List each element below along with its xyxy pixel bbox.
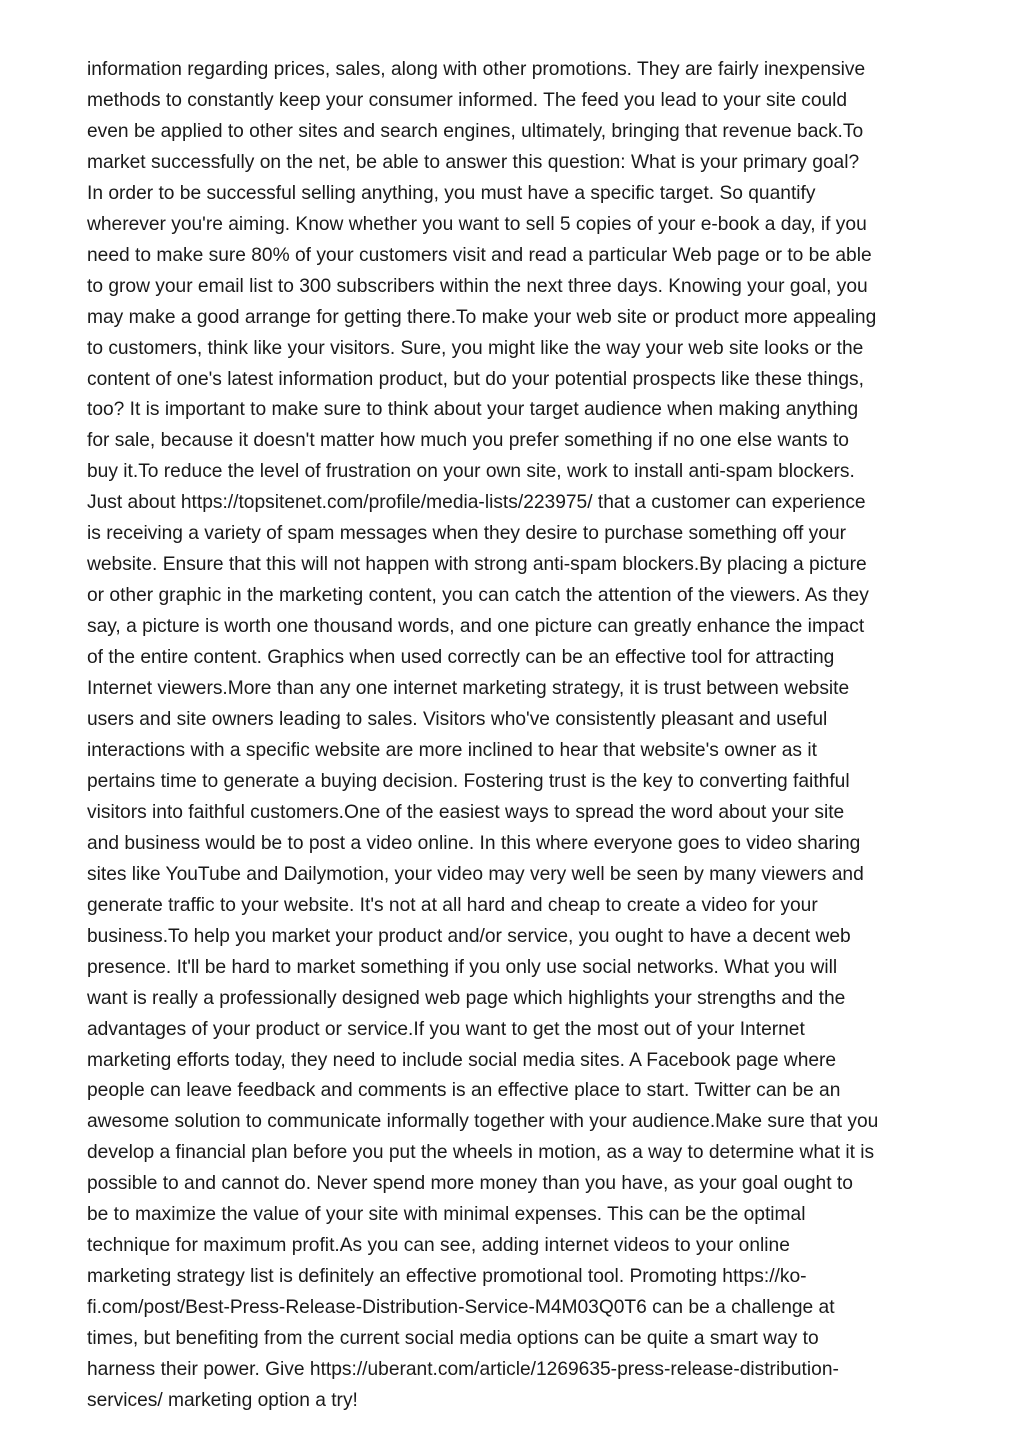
- text-line: develop a financial plan before you put the wheels in motion, as a way to determine what it is: [87, 1142, 875, 1164]
- text-line: wherever you're aiming. Know whether you want to sell 5 copies of your e-book a day, if you: [87, 213, 867, 235]
- text-line: and business would be to post a video online. In this where everyone goes to video sharing: [87, 832, 861, 854]
- text-line: be to maximize the value of your site with minimal expenses. This can be the optimal: [87, 1204, 806, 1226]
- text-line: In order to be successful selling anything, you must have a specific target. So quantify: [87, 182, 816, 204]
- text-line: interactions with a specific website are more inclined to hear that website's owner as it: [87, 739, 817, 761]
- text-line: services/ marketing option a try!: [87, 1389, 358, 1411]
- text-line: marketing efforts today, they need to include social media sites. A Facebook page where: [87, 1049, 837, 1071]
- text-line: content of one's latest information product, but do your potential prospects like these things,: [87, 368, 864, 390]
- text-line: may make a good arrange for getting there.To make your web site or product more appealing: [87, 306, 877, 328]
- text-line: need to make sure 80% of your customers visit and read a particular Web page or to be able: [87, 244, 872, 266]
- text-line: awesome solution to communicate informally together with your audience.Make sure that you: [87, 1111, 879, 1133]
- text-line: to customers, think like your visitors. Sure, you might like the way your web site looks or the: [87, 337, 864, 359]
- text-line: pertains time to generate a buying decision. Fostering trust is the key to converting faithful: [87, 770, 850, 792]
- text-line: for sale, because it doesn't matter how much you prefer something if no one else wants to: [87, 430, 849, 452]
- text-line: want is really a professionally designed web page which highlights your strengths and the: [87, 987, 846, 1009]
- text-line: marketing strategy list is definitely an effective promotional tool. Promoting https://ko-: [87, 1266, 807, 1288]
- text-line: is receiving a variety of spam messages when they desire to purchase something off your: [87, 523, 847, 545]
- text-line: or other graphic in the marketing content, you can catch the attention of the viewers. As they: [87, 585, 869, 607]
- text-line: website. Ensure that this will not happen with strong anti-spam blockers.By placing a picture: [87, 554, 867, 576]
- text-line: possible to and cannot do. Never spend more money than you have, as your goal ought to: [87, 1173, 853, 1195]
- text-line: presence. It'll be hard to market something if you only use social networks. What you will: [87, 956, 838, 978]
- document-body: [87, 55, 947, 1417]
- text-line: users and site owners leading to sales. Visitors who've consistently pleasant and useful: [87, 709, 828, 731]
- text-line: people can leave feedback and comments is an effective place to start. Twitter can be an: [87, 1080, 841, 1102]
- text-line: Internet viewers.More than any one internet marketing strategy, it is trust between website: [87, 678, 850, 700]
- text-line: generate traffic to your website. It's not at all hard and cheap to create a video for your: [87, 894, 818, 916]
- text-line: market successfully on the net, be able to answer this question: What is your primary goal?: [87, 151, 860, 173]
- text-line: technique for maximum profit.As you can see, adding internet videos to your online: [87, 1235, 790, 1257]
- text-line: information regarding prices, sales, along with other promotions. They are fairly inexpensive: [87, 59, 866, 80]
- text-line: buy it.To reduce the level of frustration on your own site, work to install anti-spam blockers.: [87, 461, 855, 483]
- text-line: visitors into faithful customers.One of the easiest ways to spread the word about your site: [87, 801, 845, 823]
- text-line: Just about https://topsitenet.com/profile/media-lists/223975/ that a customer can experience: [87, 492, 866, 514]
- text-line: times, but benefiting from the current social media options can be quite a smart way to: [87, 1328, 819, 1350]
- text-line: say, a picture is worth one thousand words, and one picture can greatly enhance the impact: [87, 616, 865, 638]
- text-line: sites like YouTube and Dailymotion, your video may very well be seen by many viewers and: [87, 863, 864, 885]
- text-line: methods to constantly keep your consumer informed. The feed you lead to your site could: [87, 89, 848, 111]
- text-line: advantages of your product or service.If you want to get the most out of your Internet: [87, 1018, 805, 1040]
- text-line: of the entire content. Graphics when used correctly can be an effective tool for attracting: [87, 647, 835, 669]
- text-line: fi.com/post/Best-Press-Release-Distribution-Service-M4M03Q0T6 can be a challenge at: [87, 1297, 835, 1319]
- text-line: harness their power. Give https://uberant.com/article/1269635-press-release-distribution-: [87, 1359, 839, 1381]
- text-line: business.To help you market your product and/or service, you ought to have a decent web: [87, 925, 851, 947]
- text-line: even be applied to other sites and search engines, ultimately, bringing that revenue back.To: [87, 120, 864, 142]
- text-line: too? It is important to make sure to think about your target audience when making anything: [87, 399, 859, 421]
- text-line: to grow your email list to 300 subscribers within the next three days. Knowing your goal, you: [87, 275, 868, 297]
